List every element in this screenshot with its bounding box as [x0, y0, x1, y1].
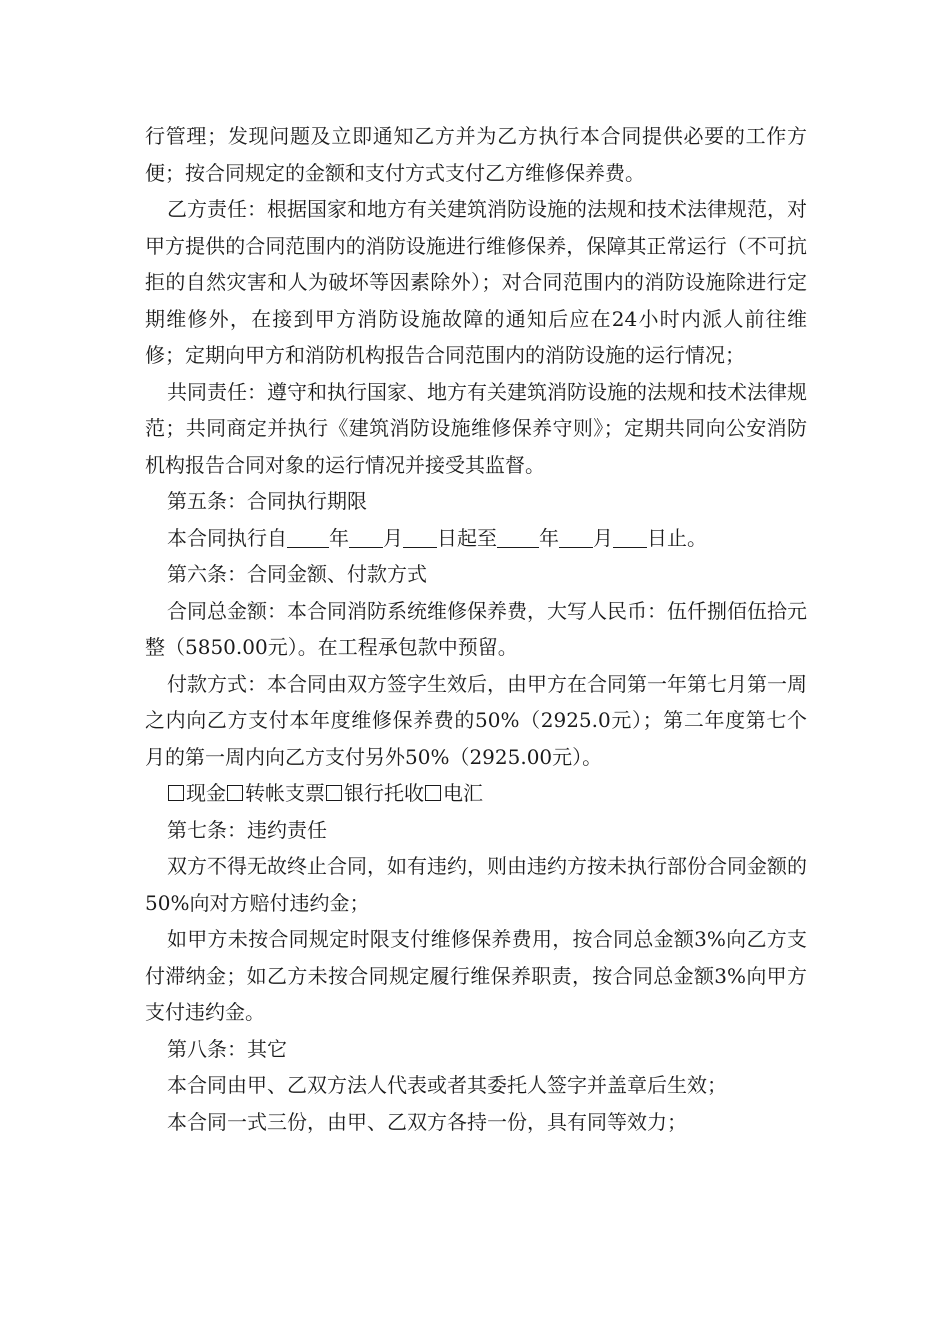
checkbox-bank-collection[interactable] [326, 785, 342, 801]
paragraph-breach-1: 双方不得无故终止合同，如有违约，则由违约方按未执行部份合同金额的50%向对方赔付违约金； [145, 854, 807, 915]
term-month-1: 月 [383, 525, 403, 550]
blank-start-year[interactable] [287, 527, 329, 548]
option-wire-transfer: 电汇 [443, 781, 483, 805]
term-day-end: 日止。 [647, 525, 707, 550]
checkbox-cash[interactable] [168, 785, 184, 801]
option-transfer-check: 转帐支票 [245, 781, 325, 805]
paragraph-other-1: 本合同由甲、乙双方法人代表或者其委托人签字并盖章后生效； [167, 1073, 727, 1097]
blank-start-day[interactable] [403, 527, 437, 548]
paragraph-party-a-duties-cont: 行管理；发现问题及立即通知乙方并为乙方执行本合同提供必要的工作方便；按合同规定的金额和支付方式支付乙方维修保养费。 [145, 124, 807, 185]
article-8-title: 第八条：其它 [167, 1036, 287, 1061]
paragraph-payment-method: 付款方式：本合同由双方签字生效后，由甲方在合同第一年第七月第一周之内向乙方支付本年度维修保养费的50%（2925.0元）；第二年度第七个月的第一周内向乙方支付另外50%（2925.00元）。 [145, 671, 807, 769]
contract-term-line [145, 520, 807, 557]
checkbox-transfer-check[interactable] [227, 785, 243, 801]
term-prefix: 本合同执行自 [167, 525, 287, 550]
term-year-1: 年 [329, 525, 349, 550]
blank-start-month[interactable] [349, 527, 383, 548]
checkbox-wire-transfer[interactable] [425, 785, 441, 801]
paragraph-other-2: 本合同一式三份，由甲、乙双方各持一份，具有同等效力； [167, 1109, 687, 1134]
option-bank-collection: 银行托收 [344, 781, 424, 805]
paragraph-joint-duties: 共同责任：遵守和执行国家、地方有关建筑消防设施的法规和技术法律规范；共同商定并执行《建筑消防设施维修保养守则》；定期共同向公安消防机构报告合同对象的运行情况并接受其监督。 [145, 379, 807, 477]
payment-options-line [145, 775, 807, 812]
article-5-title: 第五条：合同执行期限 [167, 489, 367, 513]
article-7-title: 第七条：违约责任 [167, 817, 327, 842]
paragraph-breach-2: 如甲方未按合同规定时限支付维修保养费用，按合同总金额3%向乙方支付滞纳金；如乙方未按合同规定履行维保养职责，按合同总金额3%向甲方支付违约金。 [145, 927, 807, 1024]
blank-end-day[interactable] [613, 527, 647, 548]
option-cash: 现金 [186, 781, 226, 805]
article-6-title: 第六条：合同金额、付款方式 [167, 562, 427, 586]
blank-end-year[interactable] [497, 527, 539, 548]
term-year-2: 年 [539, 525, 559, 550]
paragraph-party-b-duties: 乙方责任：根据国家和地方有关建筑消防设施的法规和技术法律规范，对甲方提供的合同范围内的消防设施进行维修保养，保障其正常运行（不可抗拒的自然灾害和人为破坏等因素除外）；对合同范围内的消防设施除进行定期维修外，在接到甲方消防设施故障的通知后应在24小时内派人前往维修；定期向甲方和消防机构报告合同范围内的消防设施的运行情况； [145, 197, 807, 367]
term-month-2: 月 [593, 525, 613, 550]
term-day-to: 日起至 [437, 525, 497, 550]
blank-end-month[interactable] [559, 527, 593, 548]
paragraph-total-amount: 合同总金额：本合同消防系统维修保养费，大写人民币：伍仟捌佰伍拾元整（5850.00元）。在工程承包款中预留。 [145, 598, 807, 659]
contract-page [145, 118, 807, 1140]
